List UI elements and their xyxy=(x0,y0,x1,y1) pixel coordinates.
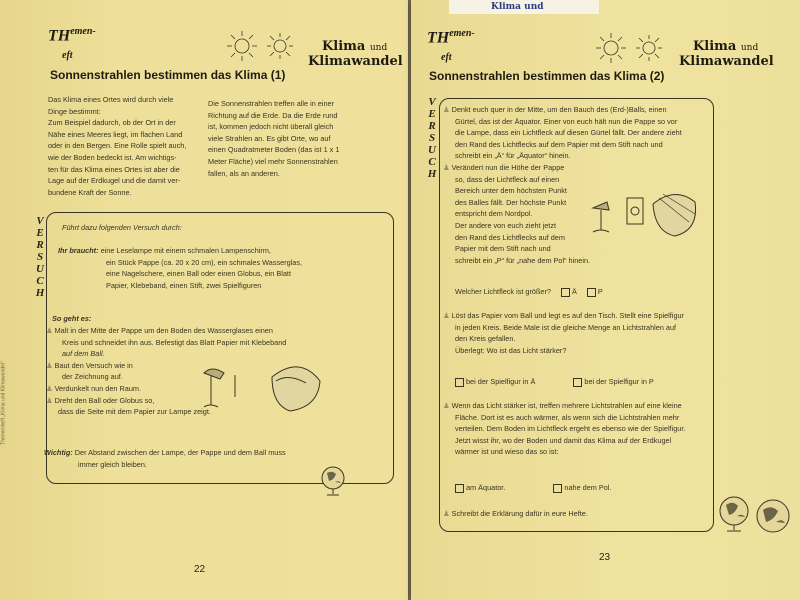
para-spielfigur: ♟ Löst das Papier vom Ball und legt es auf den Tisch. Stellt eine Spielfigur in jeden Kreis. Beide Male ist die gleiche Menge an Lichtstrahlen auf den Kreis gefallen. Überlegt: Wo ist das Licht stärker? xyxy=(443,311,684,355)
experiment-drawing xyxy=(589,186,709,246)
themenheft-logo: $TH^{emen-}$ eft xyxy=(427,28,475,64)
para-aequator: ♟ Denkt euch quer in der Mitte, um den Bauch des (Erd-)Balls, einen Gürtel, das ist der Äquator. Einer von euch hält nun die Pappe so vor die Lampe, dass ein Lichtfleck auf diesen Gürtel fällt. Der andere zieht den Rand des Lichtflecks auf dem Papier mit dem Stift nach und schreibt ein „Ä“ für „Äquator“ hinein. xyxy=(443,105,682,161)
top-fragment-text: Klima und xyxy=(491,2,544,12)
question-lichtfleck: Welcher Lichtfleck ist größer? Ä P xyxy=(455,287,603,296)
figure-icon: ♟ xyxy=(443,311,450,320)
figure-icon: ♟ xyxy=(443,401,450,410)
checkbox-spielfigur-ae[interactable] xyxy=(455,378,464,387)
experiment-drawing xyxy=(190,355,340,425)
checkbox-am-aequator[interactable] xyxy=(455,484,464,493)
page-title: Sonnenstrahlen bestimmen das Klima (1) xyxy=(50,68,286,82)
globe-icon xyxy=(717,494,751,534)
page-title: Sonnenstrahlen bestimmen das Klima (2) xyxy=(429,69,665,83)
globe-icon xyxy=(318,464,348,498)
klima-title: Klima und Klimawandel xyxy=(679,39,774,69)
intro-column-2: Die Sonnenstrahlen treffen alle in einer Richtung auf die Erde. Da die Erde rund ist, kommen jedoch nicht überall gleich viele Strahlen an. Es gibt Orte, wo auf einen Quadratmeter Boden (das ist 1 x 1 Meter Fläche) viel mehr Sonnenstrahlen fallen, als an anderen. xyxy=(208,99,340,178)
intro-column-1: Das Klima eines Ortes wird durch viele Dinge bestimmt: Zum Beispiel dadurch, ob der Ort in der Nähe eines Meeres liegt, im flachen Land oder in den Bergen. Eine Rolle spielt auch, wie der Boden bedeckt ist. Am wichtigs- ten für das Klima eines Ortes ist aber die Lage auf der Erdkugel und die damit ver- bundene Kraft der Sonne. xyxy=(48,95,187,197)
checkbox-nahe-pol[interactable] xyxy=(553,484,562,493)
para-pol: ♟ Verändert nun die Höhe der Pappe so, dass der Lichtfleck auf einen Bereich unter dem höchsten Punkt des Balles fällt. Der höchste Punkt entspricht dem Nordpol. Der andere von euch zieht jetzt den Rand des Lichtflecks auf dem Papier mit dem Stift nach und schreibt ein „P“ für „nahe dem Pol“ hinein. xyxy=(443,163,591,265)
versuch-vertical-label: V E R S U C H xyxy=(427,96,437,180)
wichtig-note: Wichtig: Der Abstand zwischen der Lampe, der Pappe und dem Ball muss immer gleich bleiben. xyxy=(44,448,286,469)
sun-icon xyxy=(589,30,679,70)
themenheft-logo: $TH^{emen-}$ eft xyxy=(48,26,96,62)
footer-note: Themenheft „Klima und Klimawandel“ xyxy=(0,361,7,445)
checkbox-pol[interactable] xyxy=(587,288,596,297)
versuch-vertical-label: V E R S U C H xyxy=(35,215,45,299)
final-instruction: ♟ Schreibt die Erklärung dafür in eure Hefte. xyxy=(443,509,588,518)
figure-icon: ♟ xyxy=(46,360,53,370)
figure-icon: ♟ xyxy=(443,509,450,518)
figure-icon: ♟ xyxy=(46,383,53,393)
globe-icon xyxy=(751,498,795,538)
page-number: 22 xyxy=(194,564,206,575)
page-number: 23 xyxy=(599,552,611,563)
para-waerme: ♟ Wenn das Licht stärker ist, treffen mehrere Lichtstrahlen auf eine kleine Fläche. Dort ist es auch wärmer, als wenn sich die Lichtstrahlen mehr verteilen. Dem Boden im Lichtfleck ergeht es ebenso wie der Spielfigur. Jetzt wisst ihr, wo der Boden und damit das Klima auf der Erdkugel wärmer ist und wieso das so ist: xyxy=(443,401,686,457)
so-gehts-label: So geht es: xyxy=(52,314,92,323)
right-page xyxy=(411,0,800,600)
checkbox-spielfigur-p[interactable] xyxy=(573,378,582,387)
figure-icon: ♟ xyxy=(46,326,53,335)
question-wo-waermer: am Äquator. nahe dem Pol. xyxy=(455,482,705,494)
figure-icon: ♟ xyxy=(46,395,53,405)
figure-icon: ♟ xyxy=(443,163,450,172)
checkbox-aequator[interactable] xyxy=(561,288,570,297)
versuch-intro: Führt dazu folgenden Versuch durch: xyxy=(62,223,182,232)
klima-title: Klima und Klimawandel xyxy=(308,39,403,69)
sun-icon xyxy=(220,28,310,68)
materials-list: Ihr braucht: eine Leselampe mit einem schmalen Lampenschirm, ein Stück Pappe (ca. 20 x 20 cm), ein schmales Wasserglas, eine Nagelschere, einen Ball oder einen Globus, ein Blatt Papier, Klebeband, einen Stift, zwei Spielfiguren xyxy=(58,246,303,290)
steps-list: ♟ Malt in der Mitte der Pappe um den Boden des Wasserglases einen Kreis und schneidet ihn aus. Befestigt das Blatt Papier mit Klebeband auf dem Ball. ♟ Baut den Versuch wie in der Zeichnung auf. ♟ Verdunkelt nun den Raum. ♟ Dreht den Ball oder Globus so, dass die Seite mit dem Papier zur Lampe zeigt. xyxy=(46,326,287,417)
question-licht-staerker: bei der Spielfigur in Ä bei der Spielfigur in P xyxy=(455,376,705,388)
figure-icon: ♟ xyxy=(443,105,450,114)
